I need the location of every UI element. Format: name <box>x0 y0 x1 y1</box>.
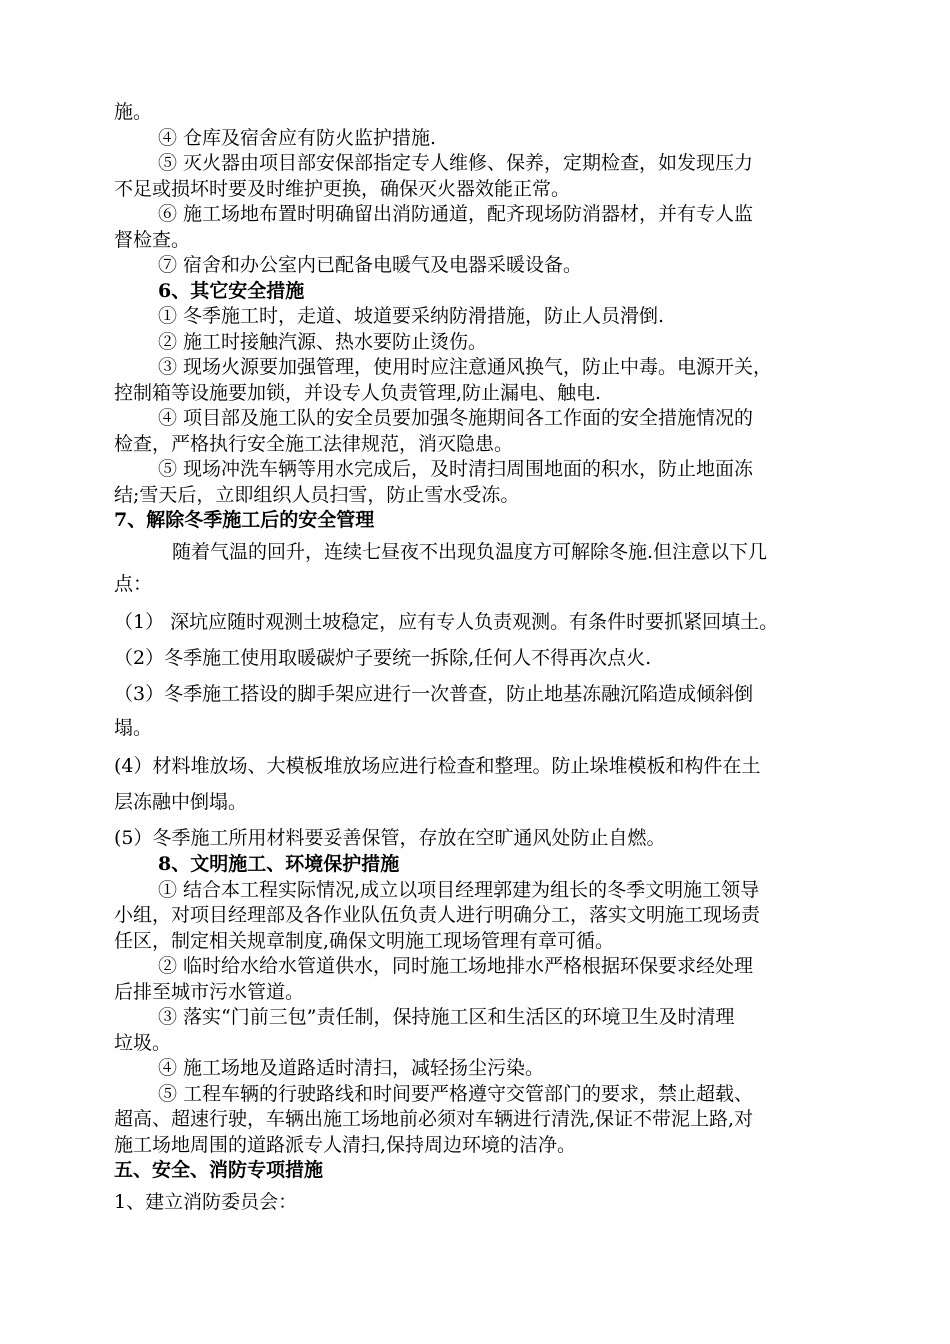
list-item: ⑥ 施工场地布置时明确留出消防通道，配齐现场防消器材，并有专人监 <box>158 203 754 225</box>
text-line: 小组，对项目经理部及各作业队伍负责人进行明确分工，落实文明施工现场责 <box>114 904 761 926</box>
section-heading: 8、文明施工、环境保护措施 <box>158 853 400 875</box>
list-item: ⑤ 现场冲洗车辆等用水完成后，及时清扫周围地面的积水，防止地面冻 <box>158 458 754 480</box>
text-line: 层冻融中倒塌。 <box>114 791 248 813</box>
text-line: 结;雪天后，立即组织人员扫雪，防止雪水受冻。 <box>114 484 520 506</box>
section-heading: 7、解除冬季施工后的安全管理 <box>114 509 375 531</box>
text-line: 施工场地周围的道路派专人清扫,保持周边环境的洁净。 <box>114 1134 577 1156</box>
text-line: 不足或损坏时要及时维护更换，确保灭火器效能正常。 <box>114 178 571 200</box>
list-item: ② 施工时接触汽源、热水要防止烫伤。 <box>158 331 488 353</box>
list-item: （3）冬季施工搭设的脚手架应进行一次普查，防止地基冻融沉陷造成倾斜倒 <box>114 683 754 705</box>
text-line: 垃圾。 <box>114 1032 172 1054</box>
section-heading: 五、安全、消防专项措施 <box>114 1159 324 1181</box>
list-item: （1） 深坑应随时观测土坡稳定，应有专人负责观测。有条件时要抓紧回填土。 <box>114 611 779 633</box>
list-item: ④ 仓库及宿舍应有防火监护措施. <box>158 127 437 149</box>
list-item: (5）冬季施工所用材料要妥善保管，存放在空旷通风处防止自燃。 <box>114 827 666 849</box>
text-line: 督检查。 <box>114 229 191 251</box>
list-item: ① 结合本工程实际情况,成立以项目经理郭建为组长的冬季文明施工领导 <box>158 879 760 901</box>
text-line: 塌。 <box>114 717 153 739</box>
list-item: (4）材料堆放场、大模板堆放场应进行检查和整理。防止垛堆模板和构件在土 <box>114 755 761 777</box>
list-item: （2）冬季施工使用取暖碳炉子要统一拆除,任何人不得再次点火. <box>114 647 652 669</box>
text-line: 施。 <box>114 101 153 123</box>
list-item: ① 冬季施工时，走道、坡道要采纳防滑措施，防止人员滑倒. <box>158 305 665 327</box>
text-line: 控制箱等设施要加锁，并设专人负责管理,防止漏电、触电. <box>114 382 602 404</box>
list-item: ③ 落实“门前三包”责任制，保持施工区和生活区的环境卫生及时清理 <box>158 1006 735 1028</box>
list-item: ④ 项目部及施工队的安全员要加强冬施期间各工作面的安全措施情况的 <box>158 407 754 429</box>
list-item: ⑤ 灭火器由项目部安保部指定专人维修、保养，定期检查，如发现压力 <box>158 152 754 174</box>
list-item: ⑤ 工程车辆的行驶路线和时间要严格遵守交管部门的要求，禁止超载、 <box>158 1083 754 1105</box>
text-line: 任区，制定相关规章制度,确保文明施工现场管理有章可循。 <box>114 930 615 952</box>
text-line: 超高、超速行驶，车辆出施工场地前必须对车辆进行清洗,保证不带泥上路,对 <box>114 1108 754 1130</box>
text-line: 后排至城市污水管道。 <box>114 981 305 1003</box>
text-line: 点： <box>114 573 153 595</box>
text-line: 检查，严格执行安全施工法律规范，消灭隐患。 <box>114 433 514 455</box>
subsection-heading: 1、建立消防委员会： <box>114 1191 298 1213</box>
paragraph-line: 随着气温的回升，连续七昼夜不出现负温度方可解除冬施.但注意以下几 <box>172 541 768 563</box>
list-item: ② 临时给水给水管道供水，同时施工场地排水严格根据环保要求经处理 <box>158 955 754 977</box>
section-heading: 6、其它安全措施 <box>158 280 305 302</box>
list-item: ⑦ 宿舍和办公室内已配备电暖气及电器采暖设备。 <box>158 254 583 276</box>
list-item: ③ 现场火源要加强管理，使用时应注意通风换气，防止中毒。电源开关， <box>158 356 773 378</box>
list-item: ④ 施工场地及道路适时清扫，减轻扬尘污染。 <box>158 1057 545 1079</box>
